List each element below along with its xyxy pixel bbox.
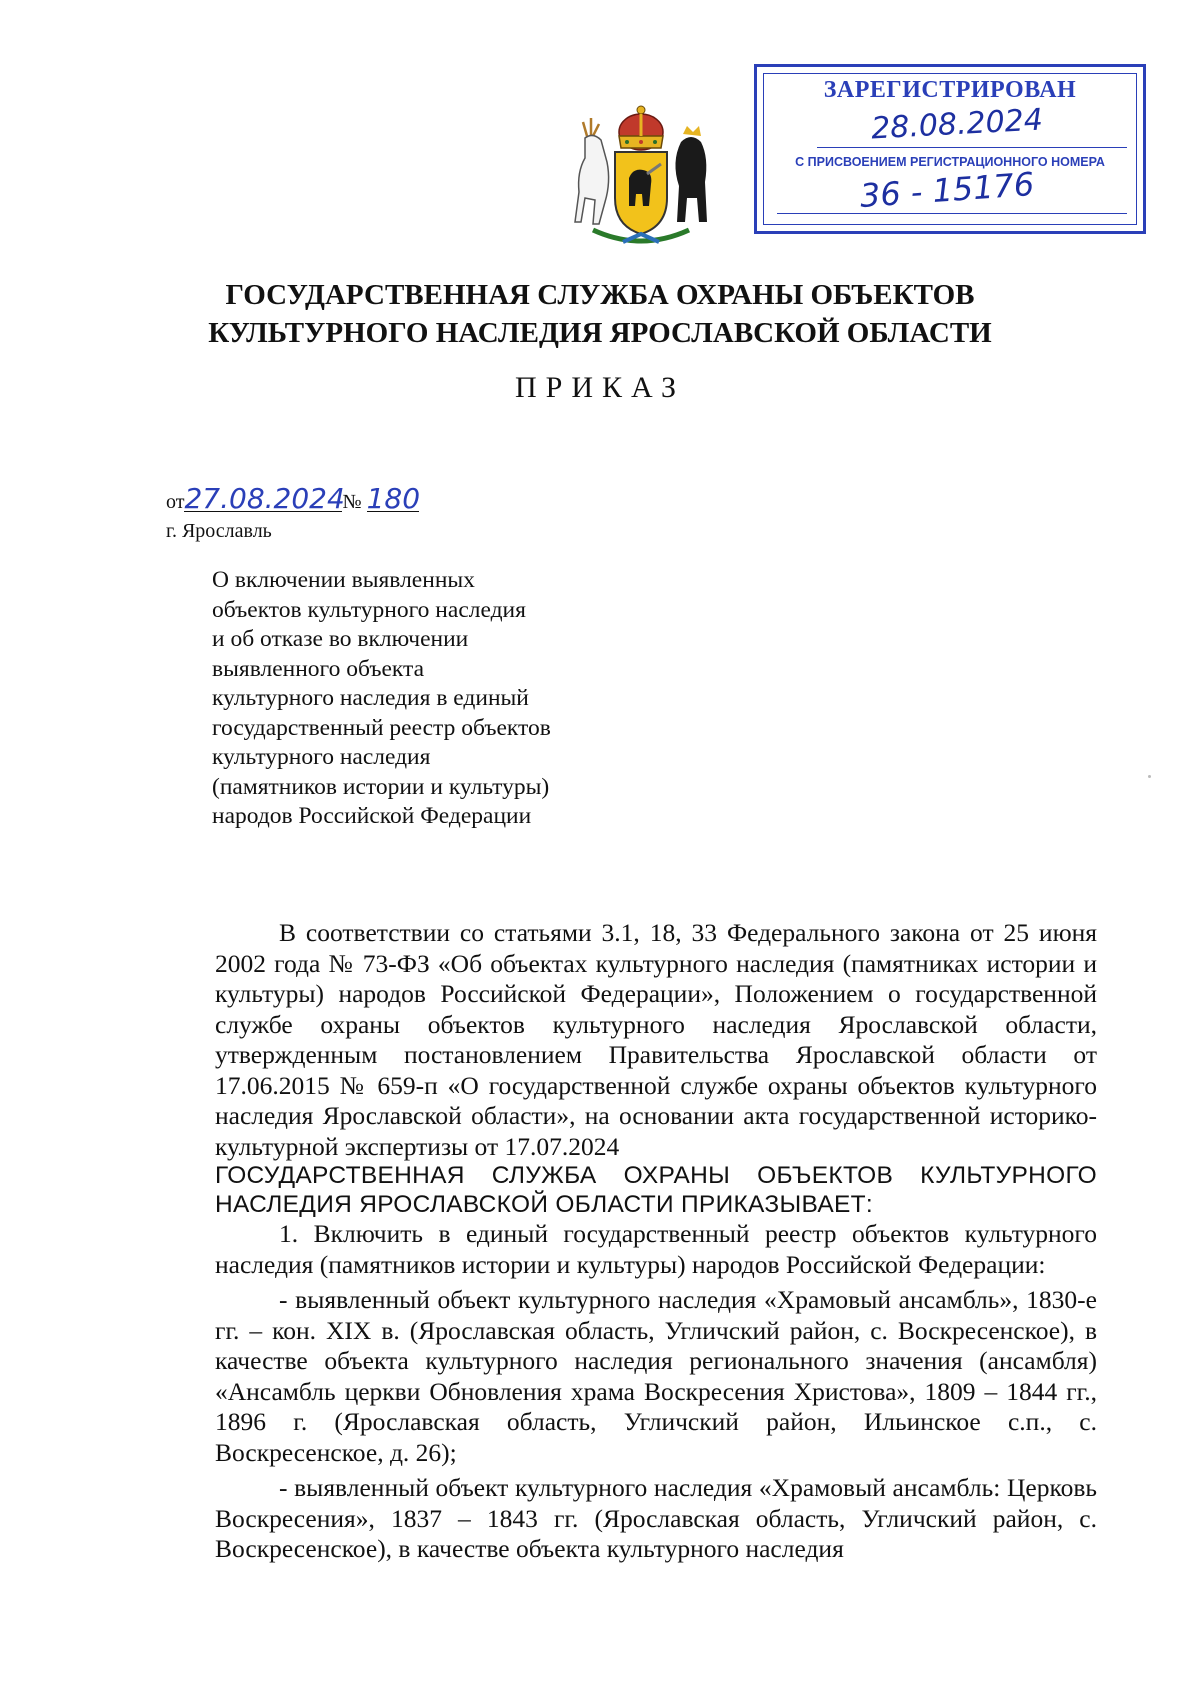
organization-heading	[0, 276, 1200, 352]
subject-line: объектов культурного наследия	[212, 596, 526, 623]
from-label: от	[166, 491, 185, 513]
handwritten-number: 180	[366, 482, 421, 515]
registration-stamp	[754, 64, 1146, 234]
subject-line: выявленного объекта	[212, 655, 425, 682]
subject-line: и об отказе во включении	[212, 626, 469, 652]
document-type: ПРИКАЗ	[515, 371, 685, 404]
subject-line: народов Российской Федерации	[212, 803, 532, 829]
stamp-date-handwritten: 28.08.2024	[870, 102, 1044, 147]
city: г. Ярославль	[166, 520, 272, 542]
stamp-subtitle: С ПРИСВОЕНИЕМ РЕГИСТРАЦИОННОГО НОМЕРА	[795, 155, 1105, 169]
stamp-number-handwritten: 36 - 15176	[858, 164, 1036, 216]
stamp-title: ЗАРЕГИСТРИРОВАН	[823, 77, 1077, 103]
bullet-paragraph: - выявленный объект культурного наследия «Храмовый ансамбль: Церковь Воскресения», 1837 – 1843 гг. (Ярославская область, Угличский район, с. Воскресенское), в качестве объекта культурного наследия	[215, 1473, 1097, 1563]
subject-line: культурного наследия	[212, 744, 431, 770]
preamble-paragraph: В соответствии со статьями 3.1, 18, 33 Федерального закона от 25 июня 2002 года № 73-ФЗ «Об объектах культурного наследия (памятниках истории и культуры) народов Российской Федерации», Положением о государственной службе охраны объектов культурного наследия Ярославской области, утвержденным постановлением Правительства Ярославской области от 17.06.2015 № 659-п «О государственной службе охраны объектов культурного наследия Ярославской области», на основании акта государственной историко-культурной экспертизы от 17.07.2024	[215, 918, 1097, 1161]
order-body	[215, 918, 1097, 1565]
item-1-paragraph: 1. Включить в единый государственный реестр объектов культурного наследия (памятников истории и культуры) народов Российской Федерации:	[215, 1219, 1097, 1279]
stamp-divider	[777, 213, 1127, 214]
crown-icon	[619, 106, 663, 150]
subject-line: (памятников истории и культуры)	[212, 773, 550, 800]
subject-line: культурного наследия в единый	[212, 685, 529, 711]
handwritten-date: 27.08.2024	[184, 482, 345, 515]
stamp-divider	[817, 147, 1127, 148]
subject-line: государственный реестр объектов	[212, 714, 551, 741]
scan-speck	[1148, 775, 1151, 778]
orders-statement: ГОСУДАРСТВЕННАЯ СЛУЖБА ОХРАНЫ ОБЪЕКТОВ КУЛЬТУРНОГО НАСЛЕДИЯ ЯРОСЛАВСКОЙ ОБЛАСТИ ПРИКАЗЫВАЕТ:	[215, 1162, 1097, 1218]
order-subject	[212, 566, 652, 832]
heading-line: ГОСУДАРСТВЕННАЯ СЛУЖБА ОХРАНЫ ОБЪЕКТОВ	[225, 279, 975, 311]
order-date-row	[166, 482, 421, 515]
number-label: №	[342, 491, 362, 513]
bear-supporter-icon	[675, 126, 707, 222]
coat-of-arms-icon	[563, 102, 718, 250]
deer-supporter-icon	[575, 118, 609, 224]
bullet-paragraph: - выявленный объект культурного наследия «Храмовый ансамбль», 1830-е гг. – кон. XIX в. (Ярославская область, Угличский район, с. Воскресенское), в качестве объекта культурного наследия регионального значения (ансамбля) «Ансамбль церкви Обновления храма Воскресения Христова», 1809 – 1844 гг., 1896 г. (Ярославская область, Угличский район, Ильинское с.п., с. Воскресенское, д. 26);	[215, 1285, 1097, 1467]
subject-line: О включении выявленных	[212, 567, 475, 593]
heading-line: КУЛЬТУРНОГО НАСЛЕДИЯ ЯРОСЛАВСКОЙ ОБЛАСТИ	[208, 317, 992, 349]
